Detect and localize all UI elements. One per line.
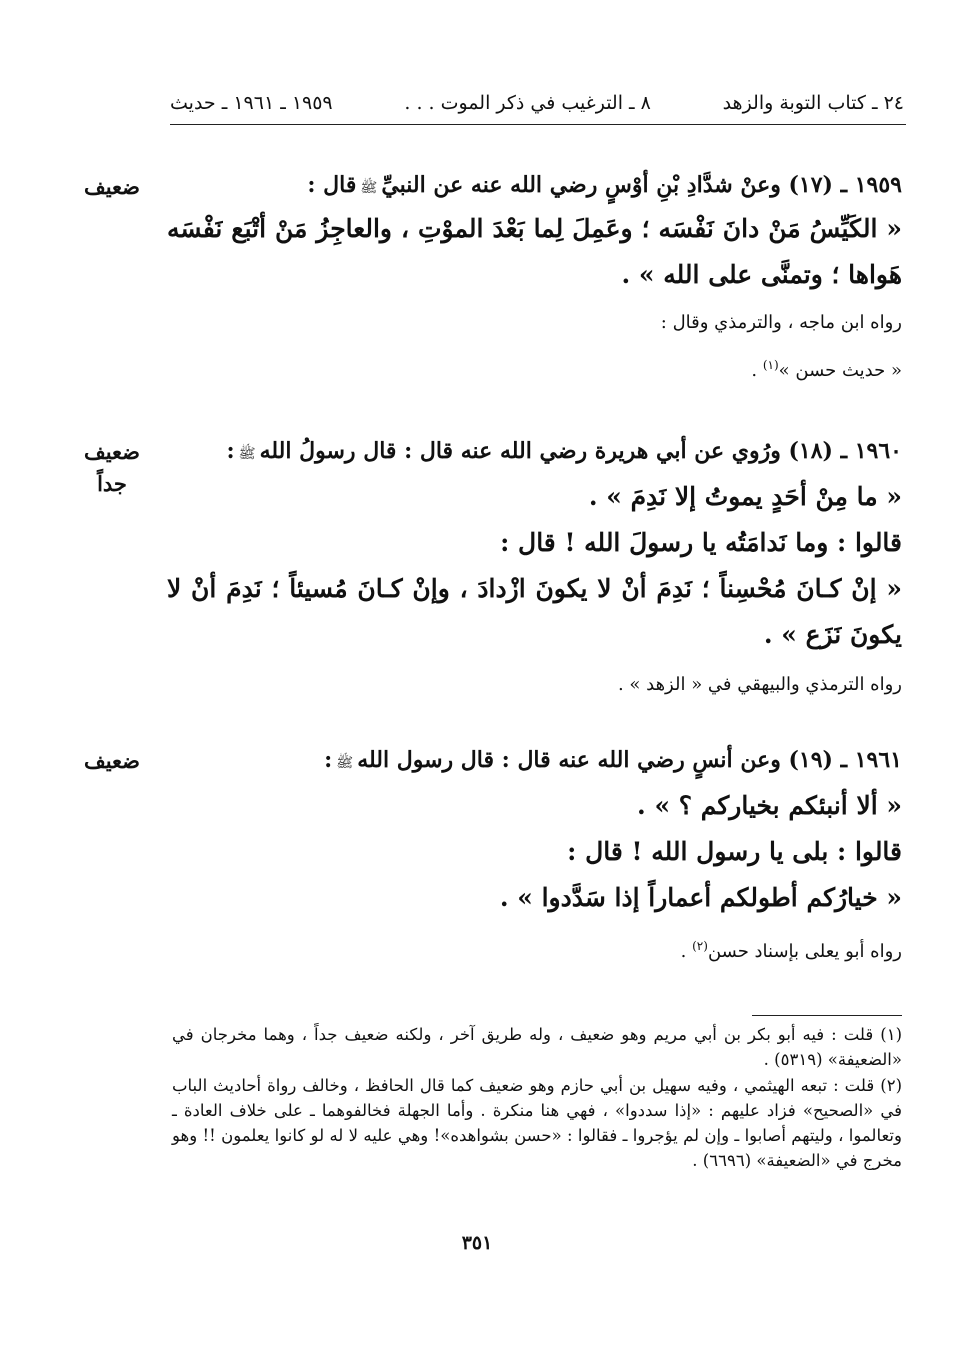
running-header <box>170 88 904 118</box>
hadith-1960-text-line-2: قالوا : وما نَدامَتُه يا رسولَ الله ! قال : <box>500 528 902 557</box>
footnotes <box>172 1022 902 1174</box>
hadith-1960-source: رواه الترمذي والبيهقي في « الزهد » . <box>617 674 902 695</box>
hadith-1960-text-line-1: « ما مِنْ أحَدٍ يموتُ إلا نَدِمَ » . <box>588 482 902 511</box>
hadith-1961-text-line-1: « ألا أنبئكم بخياركم ؟ » . <box>637 791 902 820</box>
hadith-1959-text-line-2: هَواها ؛ وتمنَّى على الله » . <box>621 260 902 289</box>
header-book-title: ٢٤ ـ كتاب التوبة والزهد <box>722 92 904 114</box>
salutation-glyph: ﷺ <box>238 446 256 462</box>
hadith-1961 <box>167 743 902 966</box>
header-chapter-title: ٨ ـ الترغيب في ذكر الموت . . . <box>404 92 651 114</box>
hadith-1960-text-line-3: « إنْ كـانَ مُحْسِناً ؛ نَدِمَ أنْ لا يكونَ ازْدادَ ، وإنْ كـانَ مُسيئاً ؛ نَدِمَ أنْ لا <box>167 574 902 603</box>
footnote-1: (١) قلت : فيه أبو بكر بن أبي مريم وهو ضعيف ، وله طريق آخر ، ولكنه ضعيف جداً ، وهما مخرجان في «الضعيفة» (٥٣١٩) . <box>172 1025 902 1069</box>
hadith-1959-source-line-1: رواه ابن ماجه ، والترمذي وقال : <box>660 312 902 333</box>
hadith-1961-heading: ١٩٦١ ـ (١٩) وعن أنسٍ رضي الله عنه قال : قال رسول اللهﷺ: <box>324 747 902 773</box>
header-hadith-range: ١٩٥٩ ـ ١٩٦١ ـ حديث <box>170 92 333 114</box>
hadith-1959 <box>167 168 902 385</box>
hadith-1961-text-line-3: « خيارُكم أطولكم أعماراً إذا سَدَّدوا » . <box>499 883 902 912</box>
hadith-1960-grade: ضعيف جداً <box>83 439 141 496</box>
hadith-1959-heading: ١٩٥٩ ـ (١٧) وعنْ شدَّادِ بْنِ أوْسٍ رضي الله عنه عن النبيِّﷺقال : <box>307 172 902 198</box>
page-number: ٣٥١ <box>461 1232 493 1254</box>
hadith-1960-heading: ١٩٦٠ ـ (١٨) ورُوي عن أبي هريرة رضي الله عنه قال : قال رسولُ اللهﷺ: <box>226 438 902 464</box>
footnote-ref-1[interactable]: (١) <box>762 358 779 372</box>
footnote-2: (٢) قلت : تبعه الهيثمي ، وفيه سهيل بن أبي حازم وهو ضعيف كما قال الحافظ ، وخالف رواة أحاديث الباب في «الصحيح» فزاد عليهم : «إذا سددوا» ، فهي هنا منكرة . وأما الجهلة فخالفوهما ـ على خلاف العادة ـ وتعالموا ، وليتهم أصابوا ـ وإن لم يؤجروا ـ فقالوا : «حسن بشواهده»! وهي عليه لا له لو كانوا يعلمون !! وهو مخرج في «الضعيفة» (٦٦٩٦) . <box>172 1076 902 1170</box>
header-divider <box>170 124 906 125</box>
footnote-divider <box>752 1015 902 1016</box>
salutation-glyph: ﷺ <box>336 755 354 771</box>
hadith-1959-source-line-2: « حديث حسن »$^{(١)}$ . <box>751 358 902 381</box>
hadith-1960 <box>167 434 902 699</box>
hadith-1961-source: رواه أبو يعلى بإسناد حسن$^{(٢)}$ . <box>680 939 902 962</box>
hadith-1961-grade: ضعيف <box>83 748 141 773</box>
hadith-1959-grade: ضعيف <box>83 174 141 199</box>
hadith-1960-text-line-4: يكونَ نَزَع » . <box>763 620 902 649</box>
hadith-1959-text-line-1: « الكَيِّسُ مَنْ دانَ نَفْسَه ؛ وعَمِلَ لِما بَعْدَ الموْتِ ، والعاجِزُ مَنْ أتْبَع نَفْسَه <box>167 214 902 243</box>
hadith-1961-text-line-2: قالوا : بلى يا رسول الله ! قال : <box>567 837 902 866</box>
salutation-glyph: ﷺ <box>360 180 378 196</box>
footnote-ref-2[interactable]: (٢) <box>692 939 708 953</box>
